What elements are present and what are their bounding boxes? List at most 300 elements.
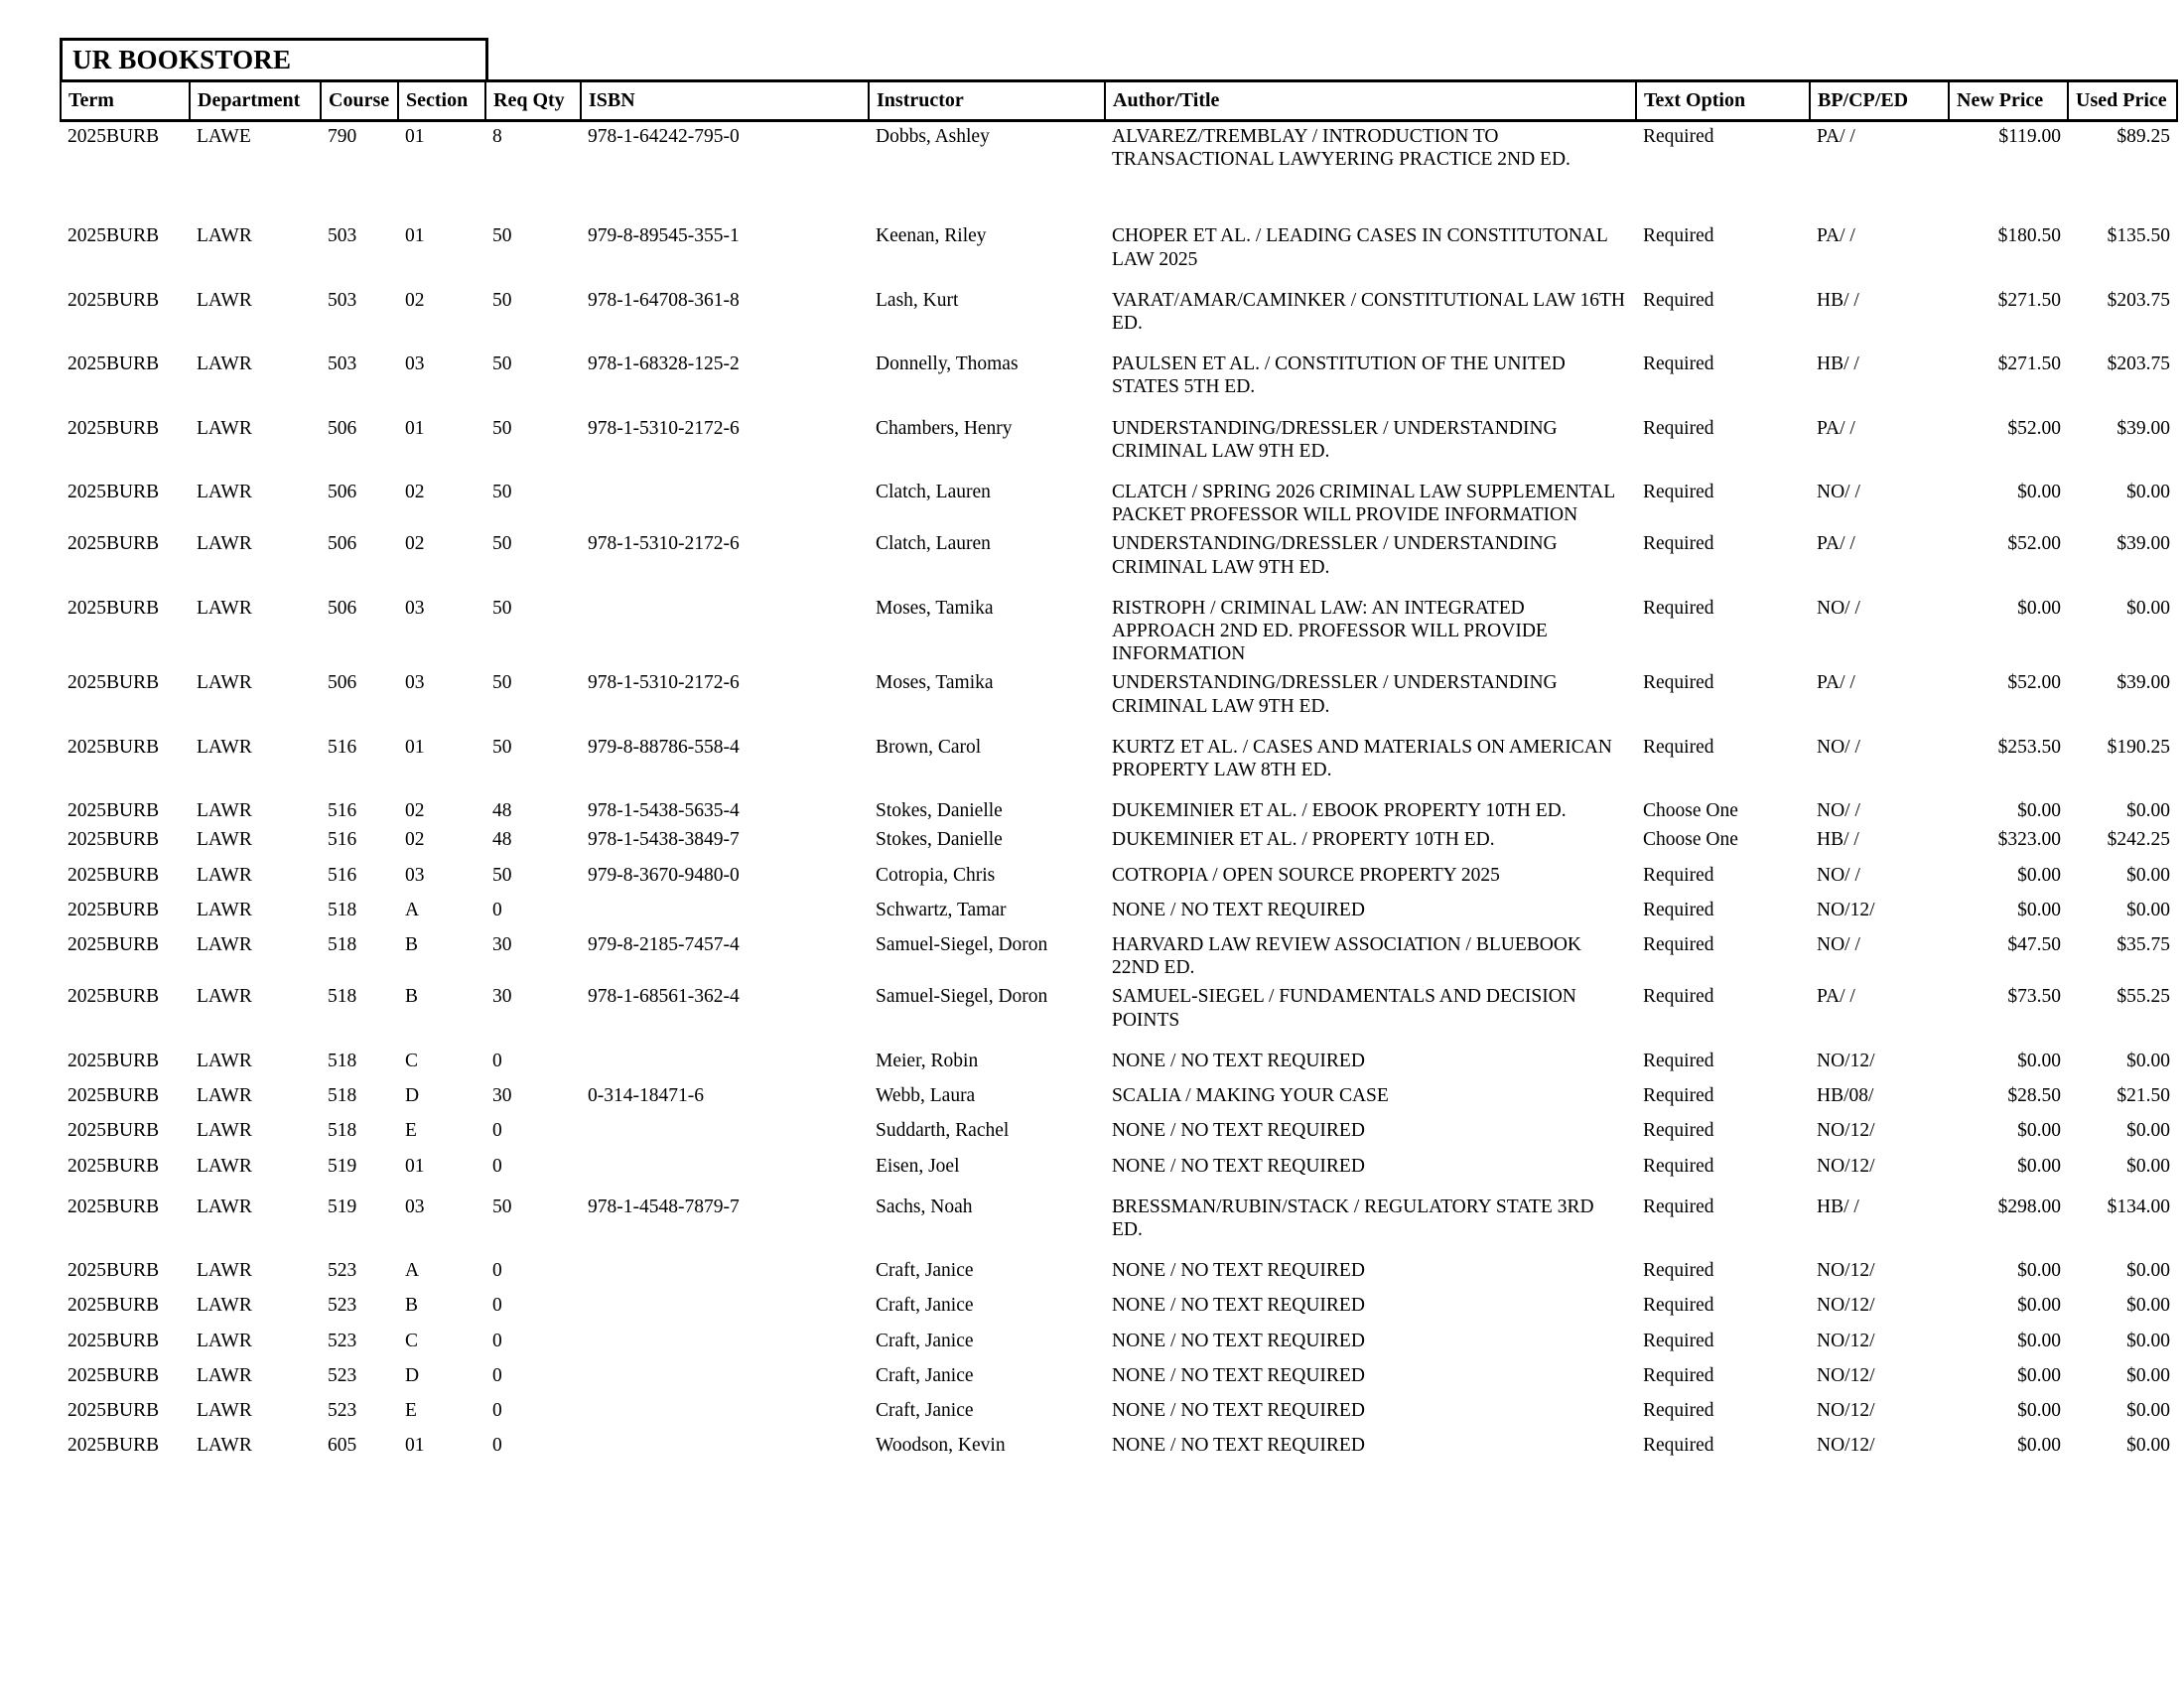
cell-text-option: Required [1643,1085,1714,1107]
cell-req-qty: 0 [492,899,502,920]
cell-new-price: $0.00 [2017,1330,2061,1351]
cell-section: 02 [405,289,425,311]
cell-req-qty: 50 [492,864,512,886]
cell-author-title: RISTROPH / CRIMINAL LAW: AN INTEGRATED APPROACH 2ND ED. PROFESSOR WILL PROVIDE INFORMATION [1112,597,1548,665]
cell-used-price: $203.75 [2107,353,2170,375]
table-row [61,414,2177,466]
cell-term: 2025BURB [68,800,160,822]
cell-new-price: $52.00 [2007,417,2061,439]
cell-term: 2025BURB [68,934,160,956]
cell-text-option: Required [1643,672,1714,694]
table-row [61,668,2177,720]
table-row [61,1152,2177,1181]
cell-used-price: $0.00 [2126,1155,2170,1177]
cell-used-price: $0.00 [2126,1120,2170,1142]
cell-bp-cp-ed: NO/12/ [1817,1435,1875,1457]
cell-req-qty: 50 [492,672,512,694]
cell-text-option: Required [1643,1399,1714,1421]
cell-author-title: NONE / NO TEXT REQUIRED [1112,1120,1365,1142]
cell-bp-cp-ed: NO/12/ [1817,1330,1875,1351]
cell-new-price: $0.00 [2017,864,2061,886]
cell-isbn: 978-1-5310-2172-6 [588,417,740,439]
cell-instructor: Clatch, Lauren [876,482,991,503]
row-spacer-cell [61,338,2177,350]
cell-department: LAWR [197,1120,252,1142]
column-header-text-option: Text Option [1636,81,1810,121]
cell-req-qty: 8 [492,126,502,147]
table-row [61,594,2177,669]
cell-used-price: $55.25 [2116,986,2170,1008]
cell-department: LAWR [197,1364,252,1386]
cell-bp-cp-ed: NO/ / [1817,934,1860,956]
cell-bp-cp-ed: NO/ / [1817,736,1860,758]
table-row [61,1431,2177,1460]
cell-isbn: 978-1-5310-2172-6 [588,533,740,555]
cell-req-qty: 0 [492,1120,502,1142]
cell-section: 03 [405,1196,425,1217]
cell-req-qty: 50 [492,417,512,439]
cell-course: 506 [328,533,357,555]
table-row [61,1081,2177,1110]
cell-section: 03 [405,864,425,886]
cell-req-qty: 0 [492,1399,502,1421]
table-row [61,529,2177,581]
cell-isbn [581,1047,869,1075]
cell-instructor: Suddarth, Rachel [876,1120,1010,1142]
cell-isbn: 0-314-18471-6 [588,1085,704,1107]
cell-instructor: Clatch, Lauren [876,533,991,555]
cell-section: 01 [405,1435,425,1457]
cell-instructor: Craft, Janice [876,1399,974,1421]
cell-isbn: 978-1-64242-795-0 [588,126,740,147]
cell-department: LAWR [197,1085,252,1107]
cell-author-title: NONE / NO TEXT REQUIRED [1112,899,1365,920]
table-row [61,1396,2177,1425]
cell-instructor: Eisen, Joel [876,1155,960,1177]
cell-text-option: Required [1643,1295,1714,1317]
cell-used-price: $134.00 [2107,1196,2170,1217]
cell-req-qty: 48 [492,800,512,822]
cell-instructor: Donnelly, Thomas [876,353,1019,375]
cell-section: 02 [405,533,425,555]
cell-req-qty: 50 [492,736,512,758]
cell-isbn: 978-1-68561-362-4 [588,986,740,1008]
cell-course: 516 [328,736,357,758]
cell-text-option: Required [1643,986,1714,1008]
cell-new-price: $0.00 [2017,1260,2061,1282]
cell-isbn: 978-1-5310-2172-6 [588,672,740,694]
cell-bp-cp-ed: HB/ / [1817,289,1859,311]
cell-text-option: Required [1643,736,1714,758]
cell-author-title: NONE / NO TEXT REQUIRED [1112,1399,1365,1421]
cell-req-qty: 0 [492,1260,502,1282]
cell-isbn [581,594,869,669]
cell-department: LAWR [197,1399,252,1421]
cell-section: 01 [405,1155,425,1177]
cell-course: 516 [328,829,357,851]
cell-author-title: COTROPIA / OPEN SOURCE PROPERTY 2025 [1112,864,1500,886]
row-spacer-cell [61,402,2177,414]
cell-req-qty: 50 [492,533,512,555]
cell-author-title: UNDERSTANDING/DRESSLER / UNDERSTANDING CRIMINAL LAW 9TH ED. [1112,672,1558,717]
cell-new-price: $119.00 [1998,126,2061,147]
column-header-course: Course [321,81,398,121]
cell-bp-cp-ed: NO/12/ [1817,1295,1875,1317]
cell-used-price: $89.25 [2116,126,2170,147]
row-spacer [61,1035,2177,1047]
cell-used-price: $0.00 [2126,800,2170,822]
table-row [61,121,2177,175]
cell-department: LAWR [197,1196,252,1217]
cell-new-price: $0.00 [2017,1364,2061,1386]
cell-department: LAWR [197,417,252,439]
cell-author-title: HARVARD LAW REVIEW ASSOCIATION / BLUEBOOK 22ND ED. [1112,934,1582,979]
cell-term: 2025BURB [68,353,160,375]
table-row [61,1291,2177,1320]
cell-new-price: $47.50 [2007,934,2061,956]
cell-author-title: ALVAREZ/TREMBLAY / INTRODUCTION TO TRANSACTIONAL LAWYERING PRACTICE 2ND ED. [1112,126,1570,171]
cell-term: 2025BURB [68,736,160,758]
table-row [61,896,2177,924]
cell-bp-cp-ed: NO/12/ [1817,1260,1875,1282]
column-header-isbn: ISBN [581,81,869,121]
cell-course: 518 [328,899,357,920]
cell-term: 2025BURB [68,1260,160,1282]
row-spacer [61,174,2177,221]
table-row [61,982,2177,1034]
cell-new-price: $0.00 [2017,899,2061,920]
cell-bp-cp-ed: NO/12/ [1817,1364,1875,1386]
cell-bp-cp-ed: NO/ / [1817,482,1860,503]
cell-section: 03 [405,672,425,694]
cell-new-price: $52.00 [2007,533,2061,555]
cell-course: 605 [328,1435,357,1457]
cell-author-title: NONE / NO TEXT REQUIRED [1112,1050,1365,1071]
cell-used-price: $190.25 [2107,736,2170,758]
cell-bp-cp-ed: NO/12/ [1817,1155,1875,1177]
cell-req-qty: 0 [492,1050,502,1071]
cell-instructor: Moses, Tamika [876,672,994,694]
cell-section: B [405,1295,419,1317]
cell-used-price: $203.75 [2107,289,2170,311]
cell-req-qty: 50 [492,289,512,311]
table-body [61,121,2177,1461]
cell-isbn: 978-1-4548-7879-7 [588,1196,740,1217]
cell-req-qty: 50 [492,225,512,247]
cell-text-option: Required [1643,417,1714,439]
cell-course: 523 [328,1295,357,1317]
cell-term: 2025BURB [68,1435,160,1457]
cell-author-title: NONE / NO TEXT REQUIRED [1112,1260,1365,1282]
cell-isbn [581,1256,869,1285]
cell-department: LAWR [197,289,252,311]
cell-new-price: $271.50 [1997,353,2061,375]
cell-isbn [581,1361,869,1390]
cell-author-title: UNDERSTANDING/DRESSLER / UNDERSTANDING CRIMINAL LAW 9TH ED. [1112,417,1558,462]
cell-instructor: Craft, Janice [876,1364,974,1386]
cell-term: 2025BURB [68,1399,160,1421]
cell-text-option: Required [1643,1435,1714,1457]
table-row [61,1327,2177,1355]
cell-used-price: $39.00 [2116,417,2170,439]
cell-course: 523 [328,1330,357,1351]
cell-isbn [581,1152,869,1181]
cell-author-title: PAULSEN ET AL. / CONSTITUTION OF THE UNITED STATES 5TH ED. [1112,353,1566,398]
cell-isbn [581,478,869,529]
cell-term: 2025BURB [68,1330,160,1351]
cell-instructor: Samuel-Siegel, Doron [876,986,1048,1008]
cell-isbn [581,896,869,924]
cell-used-price: $135.50 [2107,225,2170,247]
cell-author-title: NONE / NO TEXT REQUIRED [1112,1330,1365,1351]
cell-author-title: NONE / NO TEXT REQUIRED [1112,1155,1365,1177]
cell-instructor: Chambers, Henry [876,417,1013,439]
row-spacer-cell [61,1035,2177,1047]
cell-course: 518 [328,986,357,1008]
cell-bp-cp-ed: PA/ / [1817,417,1855,439]
cell-term: 2025BURB [68,899,160,920]
row-spacer-cell [61,1181,2177,1193]
cell-isbn [581,1291,869,1320]
cell-section: 01 [405,126,425,147]
cell-term: 2025BURB [68,1196,160,1217]
cell-author-title: CHOPER ET AL. / LEADING CASES IN CONSTITUTONAL LAW 2025 [1112,225,1608,270]
table-row [61,350,2177,401]
cell-term: 2025BURB [68,597,160,619]
cell-isbn: 978-1-5438-3849-7 [588,829,740,851]
cell-section: 01 [405,417,425,439]
table-row [61,1361,2177,1390]
cell-section: 02 [405,829,425,851]
cell-text-option: Required [1643,864,1714,886]
row-spacer [61,466,2177,478]
cell-author-title: BRESSMAN/RUBIN/STACK / REGULATORY STATE 3RD ED. [1112,1196,1594,1240]
cell-instructor: Sachs, Noah [876,1196,973,1217]
cell-bp-cp-ed: HB/ / [1817,829,1859,851]
cell-section: D [405,1364,420,1386]
cell-bp-cp-ed: NO/ / [1817,597,1860,619]
column-header-department: Department [190,81,321,121]
cell-text-option: Required [1643,1155,1714,1177]
cell-bp-cp-ed: NO/ / [1817,864,1860,886]
row-spacer [61,1181,2177,1193]
cell-text-option: Choose One [1643,829,1738,851]
cell-isbn: 978-1-64708-361-8 [588,289,740,311]
cell-term: 2025BURB [68,417,160,439]
cell-section: E [405,1399,417,1421]
cell-course: 523 [328,1364,357,1386]
cell-bp-cp-ed: NO/12/ [1817,1120,1875,1142]
cell-req-qty: 30 [492,986,512,1008]
cell-new-price: $0.00 [2017,482,2061,503]
cell-instructor: Brown, Carol [876,736,982,758]
column-header-section: Section [398,81,485,121]
cell-department: LAWR [197,934,252,956]
cell-text-option: Required [1643,225,1714,247]
row-spacer-cell [61,1244,2177,1256]
cell-used-price: $0.00 [2126,1295,2170,1317]
report-title-box [60,38,488,79]
cell-course: 518 [328,1120,357,1142]
cell-term: 2025BURB [68,829,160,851]
cell-used-price: $242.25 [2107,829,2170,851]
cell-instructor: Stokes, Danielle [876,800,1003,822]
cell-isbn: 978-1-68328-125-2 [588,353,740,375]
cell-isbn: 979-8-3670-9480-0 [588,864,740,886]
cell-course: 506 [328,482,357,503]
cell-term: 2025BURB [68,126,160,147]
cell-bp-cp-ed: NO/12/ [1817,1050,1875,1071]
column-header-bp-cp-ed: BP/CP/ED [1810,81,1949,121]
cell-used-price: $0.00 [2126,1399,2170,1421]
row-spacer-cell [61,274,2177,286]
cell-term: 2025BURB [68,533,160,555]
cell-text-option: Required [1643,1330,1714,1351]
cell-bp-cp-ed: NO/12/ [1817,899,1875,920]
cell-author-title: UNDERSTANDING/DRESSLER / UNDERSTANDING CRIMINAL LAW 9TH ED. [1112,533,1558,578]
table-row [61,1047,2177,1075]
cell-department: LAWR [197,829,252,851]
cell-course: 516 [328,864,357,886]
cell-course: 518 [328,1085,357,1107]
cell-new-price: $0.00 [2017,1050,2061,1071]
cell-req-qty: 50 [492,353,512,375]
cell-course: 523 [328,1260,357,1282]
cell-section: 03 [405,597,425,619]
cell-department: LAWR [197,986,252,1008]
cell-new-price: $0.00 [2017,1155,2061,1177]
cell-used-price: $39.00 [2116,533,2170,555]
cell-instructor: Lash, Kurt [876,289,959,311]
cell-text-option: Required [1643,126,1714,147]
table-header [61,81,2177,121]
column-header-instructor: Instructor [869,81,1105,121]
cell-req-qty: 50 [492,482,512,503]
cell-used-price: $21.50 [2116,1085,2170,1107]
table-row [61,478,2177,529]
cell-text-option: Required [1643,1120,1714,1142]
cell-section: B [405,934,419,956]
cell-course: 503 [328,225,357,247]
cell-new-price: $253.50 [1997,736,2061,758]
cell-section: 03 [405,353,425,375]
cell-author-title: CLATCH / SPRING 2026 CRIMINAL LAW SUPPLEMENTAL PACKET PROFESSOR WILL PROVIDE INFORMATION [1112,482,1615,526]
cell-author-title: NONE / NO TEXT REQUIRED [1112,1364,1365,1386]
cell-term: 2025BURB [68,1155,160,1177]
column-header-author-title: Author/Title [1105,81,1636,121]
cell-department: LAWR [197,1435,252,1457]
cell-req-qty: 30 [492,934,512,956]
cell-section: 02 [405,482,425,503]
cell-used-price: $0.00 [2126,864,2170,886]
cell-instructor: Webb, Laura [876,1085,976,1107]
cell-author-title: NONE / NO TEXT REQUIRED [1112,1295,1365,1317]
row-spacer [61,338,2177,350]
table-row [61,861,2177,890]
cell-department: LAWR [197,597,252,619]
cell-course: 506 [328,597,357,619]
cell-term: 2025BURB [68,672,160,694]
cell-course: 790 [328,126,357,147]
cell-department: LAWR [197,800,252,822]
cell-used-price: $35.75 [2116,934,2170,956]
cell-instructor: Keenan, Riley [876,225,987,247]
cell-req-qty: 30 [492,1085,512,1107]
cell-used-price: $0.00 [2126,1435,2170,1457]
cell-text-option: Required [1643,289,1714,311]
cell-new-price: $0.00 [2017,1295,2061,1317]
table-row [61,1116,2177,1145]
cell-section: C [405,1050,419,1071]
cell-course: 506 [328,672,357,694]
column-header-new-price: New Price [1949,81,2068,121]
cell-isbn: 979-8-89545-355-1 [588,225,740,247]
cell-term: 2025BURB [68,289,160,311]
cell-section: B [405,986,419,1008]
cell-new-price: $0.00 [2017,1399,2061,1421]
cell-used-price: $0.00 [2126,1260,2170,1282]
cell-req-qty: 48 [492,829,512,851]
cell-isbn: 978-1-5438-5635-4 [588,800,740,822]
cell-req-qty: 0 [492,1155,502,1177]
cell-req-qty: 50 [492,597,512,619]
row-spacer [61,721,2177,733]
cell-instructor: Meier, Robin [876,1050,979,1071]
cell-instructor: Woodson, Kevin [876,1435,1006,1457]
cell-term: 2025BURB [68,1295,160,1317]
table-row [61,930,2177,982]
cell-bp-cp-ed: HB/ / [1817,353,1859,375]
cell-section: 02 [405,800,425,822]
cell-text-option: Required [1643,597,1714,619]
cell-isbn [581,1396,869,1425]
cell-section: 01 [405,736,425,758]
cell-term: 2025BURB [68,482,160,503]
cell-author-title: DUKEMINIER ET AL. / PROPERTY 10TH ED. [1112,829,1495,851]
row-spacer [61,1244,2177,1256]
cell-new-price: $0.00 [2017,1120,2061,1142]
cell-department: LAWR [197,482,252,503]
cell-text-option: Required [1643,533,1714,555]
cell-instructor: Craft, Janice [876,1260,974,1282]
cell-new-price: $0.00 [2017,597,2061,619]
cell-bp-cp-ed: PA/ / [1817,672,1855,694]
cell-section: C [405,1330,419,1351]
cell-course: 503 [328,353,357,375]
cell-new-price: $52.00 [2007,672,2061,694]
cell-new-price: $28.50 [2007,1085,2061,1107]
cell-department: LAWR [197,225,252,247]
cell-bp-cp-ed: PA/ / [1817,986,1855,1008]
cell-term: 2025BURB [68,986,160,1008]
row-spacer-cell [61,721,2177,733]
row-spacer [61,582,2177,594]
cell-isbn [581,1327,869,1355]
cell-department: LAWR [197,672,252,694]
cell-department: LAWE [197,126,251,147]
cell-req-qty: 0 [492,1330,502,1351]
cell-section: D [405,1085,420,1107]
cell-course: 518 [328,934,357,956]
table-row [61,1193,2177,1244]
cell-text-option: Required [1643,1260,1714,1282]
cell-text-option: Required [1643,899,1714,920]
cell-used-price: $0.00 [2126,1050,2170,1071]
cell-text-option: Required [1643,1050,1714,1071]
cell-instructor: Craft, Janice [876,1295,974,1317]
cell-req-qty: 50 [492,1196,512,1217]
booklist-table [60,79,2178,1460]
